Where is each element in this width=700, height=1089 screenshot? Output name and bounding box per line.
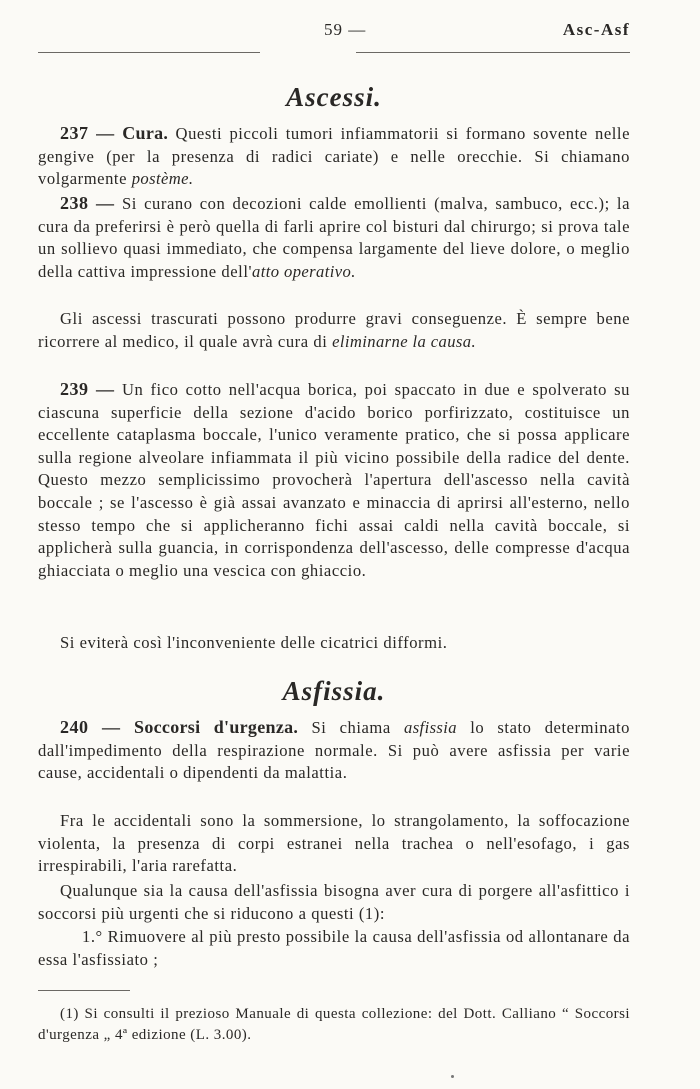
paragraph-text: 1.° Rimuovere al più presto possibile la causa dell'asfissia od allontanare da essa l'asfissiato ; — [38, 927, 630, 969]
section-title-asfissia: Asfissia. — [282, 676, 386, 706]
paragraph-ascessi-trascurati — [38, 308, 630, 353]
paragraph-text: Gli ascessi trascurati possono produrre gravi conseguenze. È sempre bene ricorrere al medico, il quale avrà cura di — [38, 309, 630, 351]
paragraph-number: 240 — [60, 717, 89, 737]
paragraph-emphasis: postème. — [131, 169, 194, 189]
header-rule-left — [38, 52, 260, 53]
running-header — [38, 20, 630, 44]
paragraph-238: 238 — Si curano con decozioni calde emollienti (malva, sambuco, ecc.); la cura da preferirsi è però quella di farli aprire col bisturi dal chirurgo; si prova tale un sollievo quasi immediato, che compensa largamente del lieve dolore, o meglio della cattiva impressione dell'atto operativo. — [38, 193, 630, 281]
paragraph-text: Qualunque sia la causa dell'asfissia bisogna aver cura di porgere all'asfittico i soccorsi più urgenti che si riducono a questi (1): — [38, 881, 630, 923]
page-speck — [451, 1075, 454, 1078]
paragraph-soccorsi — [38, 880, 630, 925]
paragraph-heading: Cura. — [122, 123, 169, 143]
paragraph-punto-1 — [38, 926, 630, 971]
paragraph-cicatrici — [38, 632, 630, 655]
header-rule-right — [356, 52, 630, 53]
paragraph-text: Un fico cotto nell'acqua borica, poi spaccato in due e spolverato su ciascuna superficie della sezione d'acido borico porfirizzato, costituisce un eccellente cataplasma boccale, l'unico veramente pratico, che si possa applicare sulla regione alveolare infiammata il più vicino possibile della radice del dente. Questo mezzo semplicissimo provocherà l'apertura dell'ascesso nella cavità boccale ; se l'ascesso è già assai avanzato e minaccia di aprirsi all'esterno, nello stesso tempo che si applicheranno fichi assai caldi nella cavità boccale, si applicherà sulla guancia, in corrispondenza dell'ascesso, delle compresse d'acqua ghiacciata o meglio una vescica con ghiaccio. — [38, 380, 630, 580]
paragraph-text: Si chiama — [311, 718, 404, 737]
paragraph-cause-accidentali — [38, 810, 630, 878]
paragraph-239: 239 — Un fico cotto nell'acqua borica, poi spaccato in due e spolverato su ciascuna superficie della sezione d'acido borico porfirizzato, costituisce un eccellente cataplasma boccale, l'unico veramente pratico, che si possa applicare sulla regione alveolare infiammata il più vicino possibile della radice del dente. Questo mezzo semplicissimo provocherà l'apertura dell'ascesso nella cavità boccale ; se l'ascesso è già assai avanzato e minaccia di aprirsi all'esterno, nello stesso tempo che si applicheranno fichi assai caldi nella cavità boccale, si applicherà sulla guancia, in corrispondenza dell'ascesso, delle compresse d'acqua ghiacciata o meglio una vescica con ghiaccio. — [38, 379, 630, 580]
footnote-rule — [38, 990, 130, 991]
paragraph-237: 237 — Cura. Questi piccoli tumori infiammatorii si formano sovente nelle gengive (per la presenza di radici cariate) e nelle orecchie. Si chiamano volgarmente postème. — [38, 123, 630, 189]
paragraph-text: lo stato determinato dall'impedimento della respirazione normale. Si può avere asfissia per varie cause, accidentali o dipendenti da malattia. — [38, 718, 631, 783]
paragraph-240: 240 — Soccorsi d'urgenza. Si chiama asfissia lo stato determinato dall'impedimento della respirazione normale. Si può avere asfissia per varie cause, accidentali o dipendenti da malattia. — [38, 717, 631, 783]
paragraph-emphasis: eliminarne la causa. — [332, 331, 477, 351]
paragraph-text: Si curano con decozioni calde emollienti (malva, sambuco, ecc.); la cura da preferirsi è però quella di farli aprire col bisturi dal chirurgo; si prova tale un sollievo quasi immediato, che compensa largamente del lieve dolore, o meglio della cattiva impressione dell' — [38, 194, 630, 281]
paragraph-number: 239 — [60, 379, 89, 399]
footnote: (1) Si consulti il prezioso Manuale di questa collezione: del Dott. Calliano “ Soccorsi d'urgenza „ 4ª edizione (L. 3.00). — [38, 1006, 630, 1043]
paragraph-text: Questi piccoli tumori infiammatorii si formano sovente nelle gengive (per la presenza di radici cariate) e nelle orecchie. Si chiamano volgarmente — [38, 124, 630, 189]
running-title: Asc-Asf — [562, 20, 630, 39]
paragraph-heading: Soccorsi d'urgenza. — [134, 717, 299, 737]
paragraph-emphasis: asfissia — [404, 718, 457, 737]
paragraph-emphasis: atto operativo. — [252, 261, 356, 281]
page-number: 59 — — [324, 20, 367, 39]
paragraph-number: 237 — [60, 123, 89, 143]
section-title-ascessi: Ascessi. — [286, 82, 382, 112]
paragraph-number: 238 — [60, 193, 89, 213]
paragraph-text: Fra le accidentali sono la sommersione, lo strangolamento, la soffocazione violenta, la presenza di corpi estranei nella trachea o nell'esofago, i gas irrespirabili, l'aria rarefatta. — [38, 811, 630, 876]
paragraph-text: Si eviterà così l'inconveniente delle cicatrici difformi. — [60, 633, 448, 652]
